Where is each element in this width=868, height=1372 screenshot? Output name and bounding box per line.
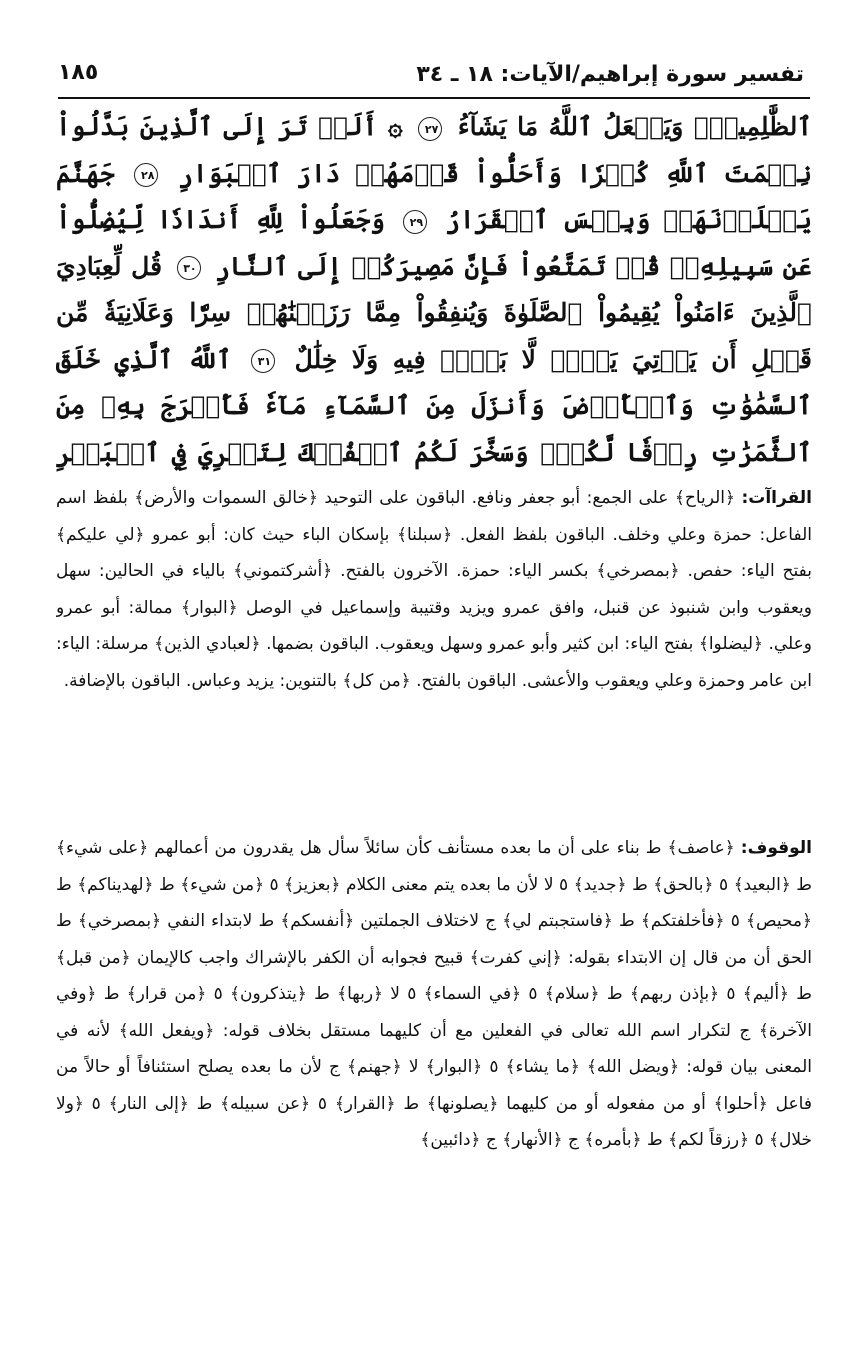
page-number: ١٨٥ bbox=[58, 60, 99, 85]
header-title: تفسير سورة إبراهيم/الآيات: ١٨ ـ ٣٤ bbox=[416, 62, 804, 87]
verse-text: ٱللَّهُ ٱلَّذِي خَلَقَ ٱلسَّمَٰوَٰتِ وَٱلۡأَرۡضَ وَأَنزَلَ مِنَ ٱلسَّمَآءِ مَآءٗ فَأَخۡرَجَ بِهِۦ مِنَ ٱلثَّمَرَٰتِ رِزۡقٗا لَّكُمۡۖ وَسَخَّرَ لَكُمُ ٱلۡفُلۡكَ لِتَجۡرِيَ فِي ٱلۡبَحۡرِ bbox=[56, 344, 812, 467]
verse-number: ٢٨ bbox=[134, 163, 158, 187]
header-rule bbox=[58, 97, 810, 99]
verse-text: جَهَنَّمَ يَصۡلَوۡنَهَاۖ وَبِئۡسَ ٱلۡقَرَارُ bbox=[56, 158, 812, 234]
wuquf-section bbox=[56, 830, 812, 1260]
verse-text: ۞ أَلَمۡ تَرَ إِلَى ٱلَّذِينَ بَدَّلُواْ نِعۡمَتَ ٱللَّهِ كُفۡرٗا وَأَحَلُّواْ قَوۡمَهُمۡ دَارَ ٱلۡبَوَارِ bbox=[56, 112, 812, 188]
qiraat-heading: القراآت: bbox=[741, 488, 812, 508]
qiraat-body: ﴿الرياح﴾ على الجمع: أبو جعفر ونافع. الباقون على التوحيد ﴿خالق السموات والأرض﴾ بلفظ اسم الفاعل: حمزة وعلي وخلف. الباقون بلفظ الفعل. ﴿سبلنا﴾ بإسكان الباء حيث كان: أبو عمرو ﴿لي عليكم﴾ بفتح الياء: حفص. ﴿بمصرخي﴾ بكسر الياء: حمزة. الآخرون بالفتح. ﴿أشركتموني﴾ بالياء في الحالين: سهل ويعقوب وابن شنبوذ عن قنبل، وافق عمرو ويزيد وقتيبة وإسماعيل في الوصل ﴿البوار﴾ ممالة: أبو عمرو وعلي. ﴿ليضلوا﴾ بفتح الياء: ابن كثير وأبو عمرو وسهل ويعقوب. الباقون بضمها. ﴿لعبادي الذين﴾ مرسلة: الياء: ابن عامر وحمزة وعلي ويعقوب والأعشى. الباقون بالفتح. ﴿من كل﴾ بالتنوين: يزيد وعباس. الباقون بالإضافة. bbox=[56, 488, 812, 691]
verse-number: ٣١ bbox=[251, 349, 275, 373]
verse-number: ٣٠ bbox=[177, 256, 201, 280]
quran-verses bbox=[56, 104, 812, 476]
verse-number: ٢٧ bbox=[418, 117, 442, 141]
qiraat-section bbox=[56, 480, 812, 810]
verse-text: وَجَعَلُواْ لِلَّهِ أَندَادٗا لِّيُضِلُّواْ عَن سَبِيلِهِۦۗ قُلۡ تَمَتَّعُواْ فَإِنَّ مَصِيرَكُمۡ إِلَى ٱلنَّارِ bbox=[56, 205, 812, 281]
verse-text: قُل لِّعِبَادِيَ ٱلَّذِينَ ءَامَنُواْ يُقِيمُواْ ٱلصَّلَوٰةَ وَيُنفِقُواْ مِمَّا رَزَقۡنَٰهُمۡ سِرّٗا وَعَلَانِيَةٗ مِّن قَبۡلِ أَن يَأۡتِيَ يَوۡمٞ لَّا بَيۡعٞ فِيهِ وَلَا خِلَٰلٌ bbox=[56, 251, 812, 374]
wuquf-heading: الوقوف: bbox=[740, 838, 812, 858]
verse-number: ٢٩ bbox=[403, 210, 427, 234]
page-header bbox=[58, 58, 804, 96]
wuquf-body: ﴿عاصف﴾ ط بناء على أن ما بعده مستأنف كأن سائلاً سأل هل يقدرون من أعمالهم ﴿على شيء﴾ ط ﴿البعيد﴾ ٥ ﴿بالحق﴾ ط ﴿جديد﴾ ٥ لا لأن ما بعده يتم معنى الكلام ﴿بعزيز﴾ ٥ ﴿من شيء﴾ ط ﴿لهديناكم﴾ ط ﴿محيص﴾ ٥ ﴿فأخلفتكم﴾ ط ﴿فاستجبتم لي﴾ ج لاختلاف الجملتين ﴿أنفسكم﴾ ط لابتداء النفي ﴿بمصرخي﴾ ط الحق أن من قال إن الابتداء بقوله: ﴿إني كفرت﴾ قبيح فجوابه أن الكفر بالإشراك واجب كالإيمان ﴿من قبل﴾ ط ﴿أليم﴾ ٥ ﴿بإذن ربهم﴾ ط ﴿سلام﴾ ٥ ﴿في السماء﴾ ٥ لا ﴿ربها﴾ ط ﴿يتذكرون﴾ ٥ ﴿من قرار﴾ ط ﴿وفي الآخرة﴾ ج لتكرار اسم الله تعالى في الفعلين مع أن كليهما مستقل بخلاف قوله: ﴿ويفعل الله﴾ لأنه في المعنى بيان قوله: ﴿ويضل الله﴾ ﴿ما يشاء﴾ ٥ ﴿البوار﴾ لا ﴿جهنم﴾ ج لأن ما بعده يصلح استئنافاً أو حالاً من فاعل ﴿أحلوا﴾ أو من مفعوله أو من كليهما ﴿يصلونها﴾ ط ﴿القرار﴾ ٥ ﴿عن سبيله﴾ ط ﴿إلى النار﴾ ٥ ﴿ولا خلال﴾ ٥ ﴿رزقاً لكم﴾ ط ﴿بأمره﴾ ج ﴿الأنهار﴾ ج ﴿دائبين﴾ bbox=[56, 838, 812, 1150]
verse-text: ٱلظَّٰلِمِينَۚ وَيَفۡعَلُ ٱللَّهُ مَا يَشَآءُ bbox=[457, 112, 812, 141]
